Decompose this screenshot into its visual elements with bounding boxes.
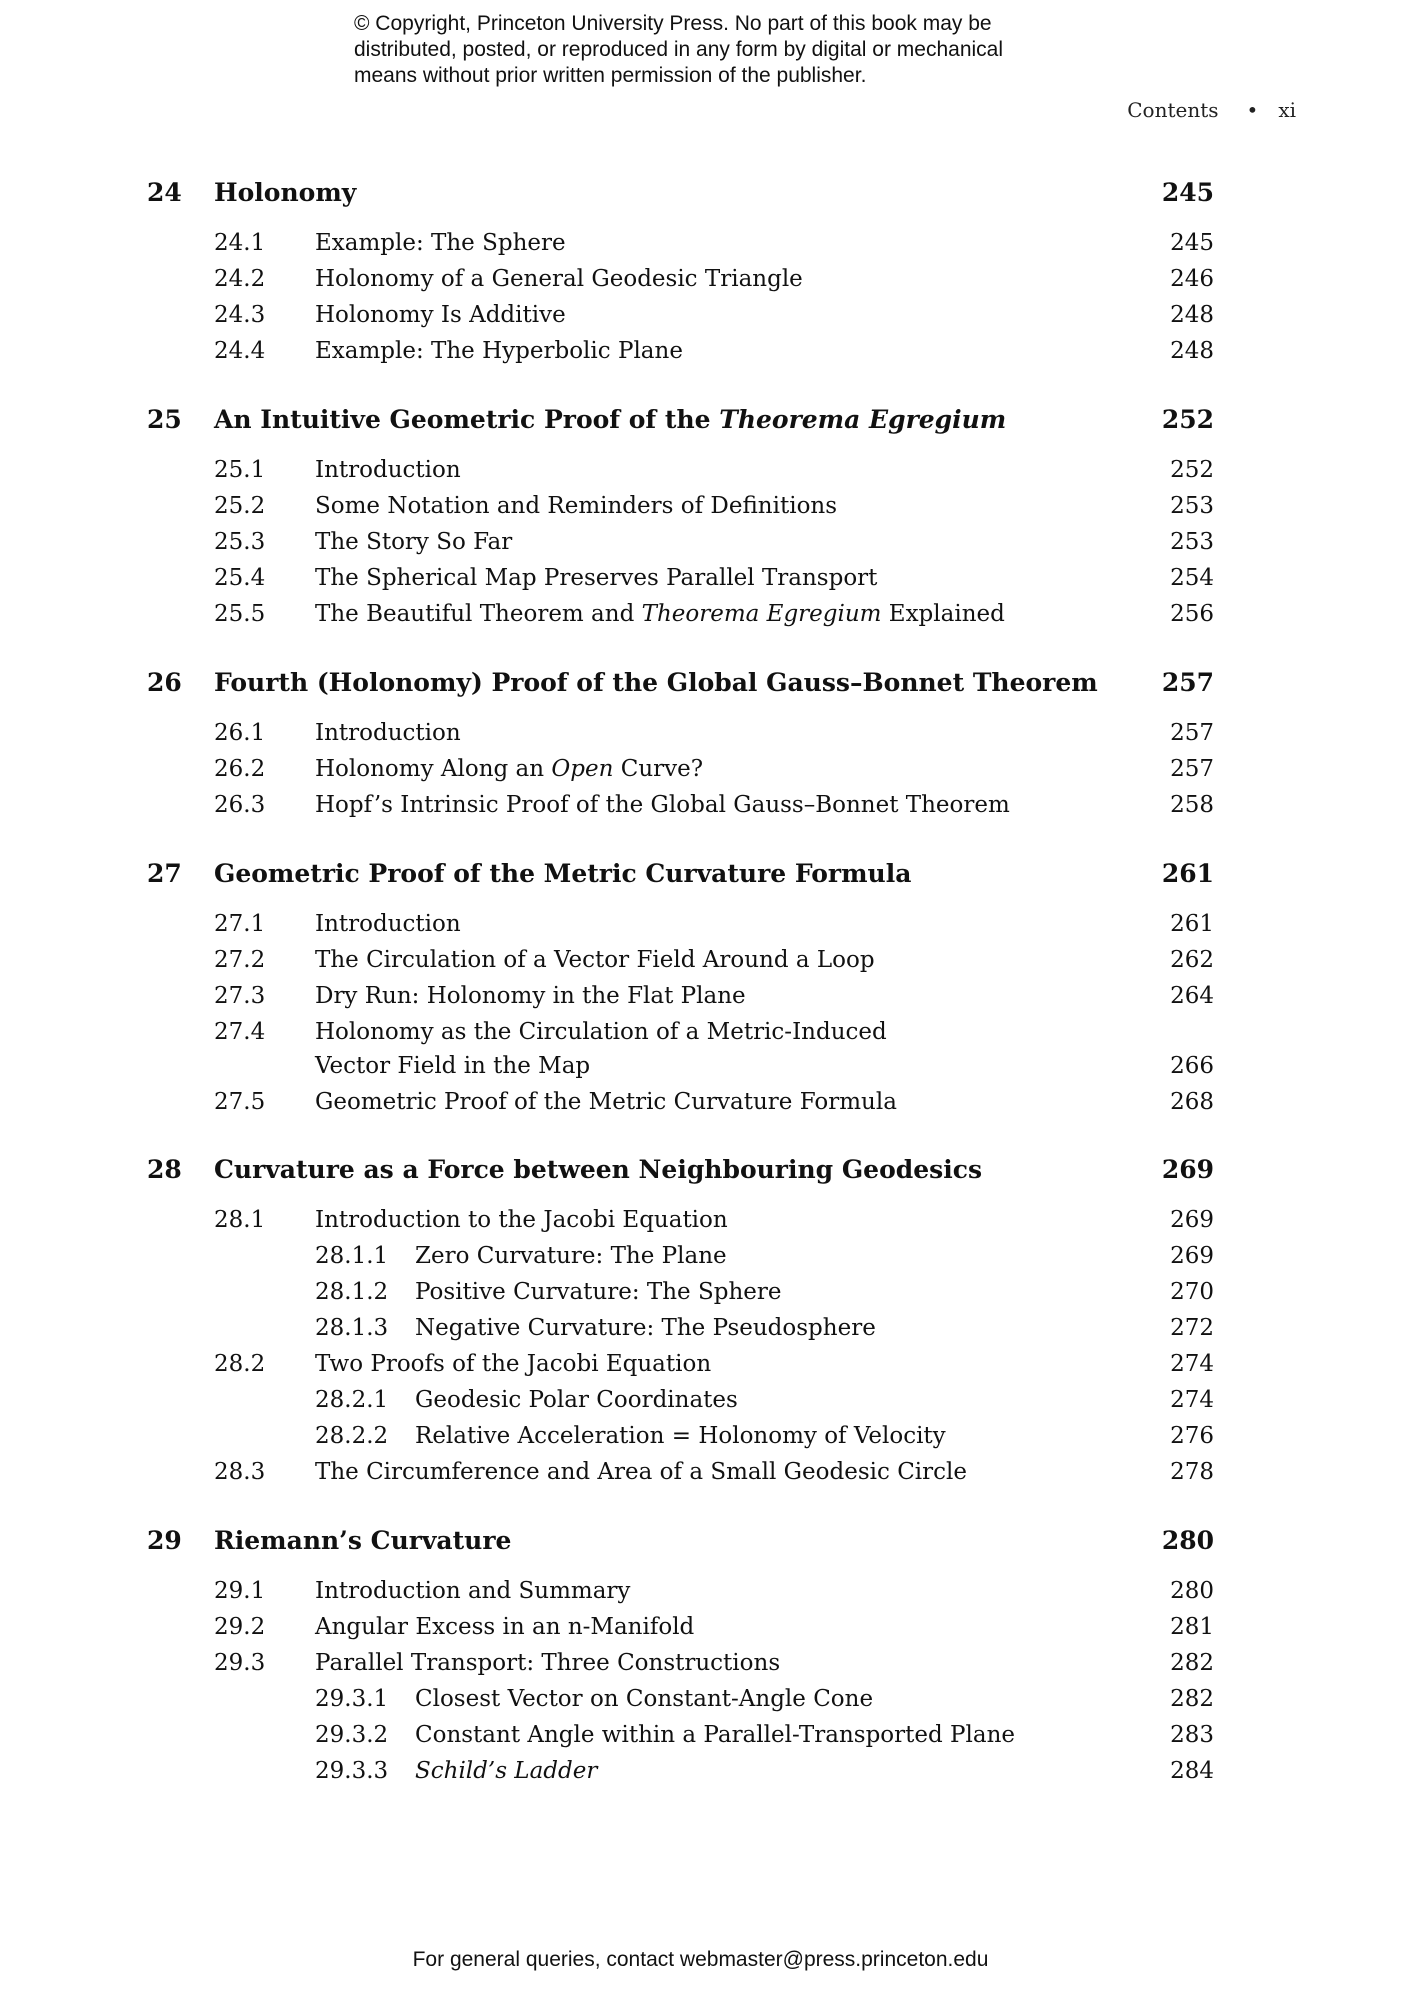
section-title: Parallel Transport: Three Constructions (315, 1650, 781, 1676)
page-ref: 253 (1170, 493, 1214, 519)
section-number: 29.1 (214, 1578, 266, 1604)
chapter-number: 28 (147, 1155, 182, 1184)
page-ref: 246 (1170, 266, 1214, 292)
subsection-number: 28.2.2 (315, 1423, 389, 1449)
subsection-entry-29-3-1[interactable] (0, 1686, 1401, 1722)
copyright-line: distributed, posted, or reproduced in any form by digital or mechanical (354, 38, 1004, 61)
chapter-number: 29 (147, 1526, 182, 1555)
section-number: 25.5 (214, 601, 266, 627)
section-entry-27-4[interactable] (0, 1019, 1401, 1055)
section-number: 24.3 (214, 302, 266, 328)
chapter-entry-26[interactable] (0, 668, 1401, 704)
section-number: 25.3 (214, 529, 266, 555)
subsection-number: 29.3.2 (315, 1722, 389, 1748)
subsection-entry-28-2-2[interactable] (0, 1423, 1401, 1459)
page-ref: 268 (1170, 1089, 1214, 1115)
section-entry-27-4-continued[interactable] (0, 1053, 1401, 1089)
section-number: 25.4 (214, 565, 266, 591)
section-number: 28.2 (214, 1351, 266, 1377)
page-ref: 253 (1170, 529, 1214, 555)
page-ref: 281 (1170, 1614, 1214, 1640)
section-number: 26.3 (214, 792, 266, 818)
chapter-number: 26 (147, 668, 182, 697)
section-title: Holonomy as the Circulation of a Metric-Induced (315, 1019, 887, 1045)
subsection-title: Geodesic Polar Coordinates (415, 1387, 738, 1413)
section-title-continued: Vector Field in the Map (315, 1053, 591, 1079)
chapter-entry-25[interactable] (0, 405, 1401, 441)
section-entry-24-3[interactable] (0, 302, 1401, 338)
section-title: The Story So Far (315, 529, 513, 555)
subsection-title: Zero Curvature: The Plane (415, 1243, 727, 1269)
section-title: The Circumference and Area of a Small Geodesic Circle (315, 1459, 967, 1485)
page-ref: 269 (1170, 1207, 1214, 1233)
subsection-entry-28-1-1[interactable] (0, 1243, 1401, 1279)
section-number: 24.2 (214, 266, 266, 292)
chapter-title: Geometric Proof of the Metric Curvature Formula (214, 859, 912, 888)
section-title: Holonomy Is Additive (315, 302, 566, 328)
section-title: Some Notation and Reminders of Definitions (315, 493, 838, 519)
copyright-notice (354, 11, 1074, 89)
subsection-number: 29.3.3 (315, 1758, 389, 1784)
section-title (315, 756, 703, 782)
section-title-italic: Open (551, 756, 614, 782)
section-title: Holonomy of a General Geodesic Triangle (315, 266, 803, 292)
section-entry-29-1[interactable] (0, 1578, 1401, 1614)
subsection-title: Closest Vector on Constant-Angle Cone (415, 1686, 874, 1712)
section-entry-24-1[interactable] (0, 230, 1401, 266)
page-ref: 274 (1170, 1387, 1214, 1413)
section-title-part: Holonomy Along an (315, 756, 552, 782)
page-ref: 256 (1170, 601, 1214, 627)
page-ref: 262 (1170, 947, 1214, 973)
section-entry-27-1[interactable] (0, 911, 1401, 947)
section-number: 28.1 (214, 1207, 266, 1233)
page-ref: 280 (1161, 1526, 1214, 1555)
section-entry-25-3[interactable] (0, 529, 1401, 565)
page-ref: 266 (1170, 1053, 1214, 1079)
section-number: 24.1 (214, 230, 266, 256)
page-ref: 272 (1170, 1315, 1214, 1341)
page-ref: 258 (1170, 792, 1214, 818)
section-entry-24-2[interactable] (0, 266, 1401, 302)
subsection-title: Schild’s Ladder (415, 1758, 598, 1784)
chapter-title-italic: Theorema Egregium (719, 405, 1007, 434)
section-number: 25.1 (214, 457, 266, 483)
subsection-number: 28.1.3 (315, 1315, 389, 1341)
chapter-entry-27[interactable] (0, 859, 1401, 895)
section-entry-25-5[interactable] (0, 601, 1401, 637)
section-entry-25-4[interactable] (0, 565, 1401, 601)
section-entry-27-2[interactable] (0, 947, 1401, 983)
section-entry-25-2[interactable] (0, 493, 1401, 529)
section-title: Introduction (315, 720, 461, 746)
page-ref: 270 (1170, 1279, 1214, 1305)
section-title: Introduction to the Jacobi Equation (315, 1207, 728, 1233)
page-ref: 245 (1170, 230, 1214, 256)
section-number: 28.3 (214, 1459, 266, 1485)
section-entry-26-3[interactable] (0, 792, 1401, 828)
section-entry-26-1[interactable] (0, 720, 1401, 756)
section-number: 26.1 (214, 720, 266, 746)
section-entry-29-2[interactable] (0, 1614, 1401, 1650)
page-ref: 282 (1170, 1650, 1214, 1676)
section-number: 27.2 (214, 947, 266, 973)
page-ref: 274 (1170, 1351, 1214, 1377)
section-title: Dry Run: Holonomy in the Flat Plane (315, 983, 746, 1009)
subsection-entry-29-3-2[interactable] (0, 1722, 1401, 1758)
page-ref: 257 (1170, 720, 1214, 746)
section-entry-29-3[interactable] (0, 1650, 1401, 1686)
chapter-entry-29[interactable] (0, 1526, 1401, 1562)
section-title: Geometric Proof of the Metric Curvature Formula (315, 1089, 897, 1115)
section-number: 24.4 (214, 338, 266, 364)
section-title: The Spherical Map Preserves Parallel Transport (315, 565, 878, 591)
chapter-number: 24 (147, 178, 182, 207)
section-entry-25-1[interactable] (0, 457, 1401, 493)
page-ref: 257 (1161, 668, 1214, 697)
chapter-title (214, 405, 1006, 434)
section-entry-28-1[interactable] (0, 1207, 1401, 1243)
page-number: xi (1278, 98, 1296, 122)
section-number: 27.5 (214, 1089, 266, 1115)
chapter-entry-28[interactable] (0, 1155, 1401, 1191)
section-title (315, 601, 1005, 627)
chapter-number: 27 (147, 859, 182, 888)
section-title-part: The Beautiful Theorem and (315, 601, 642, 627)
chapter-title-part: An Intuitive Geometric Proof of the (214, 405, 720, 434)
page-ref: 269 (1170, 1243, 1214, 1269)
subsection-number: 28.1.2 (315, 1279, 389, 1305)
page-ref: 248 (1170, 338, 1214, 364)
page-ref: 276 (1170, 1423, 1214, 1449)
subsection-entry-28-2-1[interactable] (0, 1387, 1401, 1423)
section-number: 29.3 (214, 1650, 266, 1676)
chapter-title: Fourth (Holonomy) Proof of the Global Gauss–Bonnet Theorem (214, 668, 1098, 697)
page-ref: 254 (1170, 565, 1214, 591)
section-entry-26-2[interactable] (0, 756, 1401, 792)
section-number: 25.2 (214, 493, 266, 519)
page-ref: 269 (1161, 1155, 1214, 1184)
page-ref: 245 (1161, 178, 1214, 207)
page-ref: 252 (1161, 405, 1214, 434)
subsection-entry-29-3-3[interactable] (0, 1758, 1401, 1794)
chapter-title: Riemann’s Curvature (214, 1526, 512, 1555)
page-ref: 248 (1170, 302, 1214, 328)
page-ref: 278 (1170, 1459, 1214, 1485)
section-entry-27-3[interactable] (0, 983, 1401, 1019)
section-number: 26.2 (214, 756, 266, 782)
section-number: 27.3 (214, 983, 266, 1009)
page-ref: 261 (1161, 859, 1214, 888)
section-title: Introduction (315, 457, 461, 483)
chapter-title: Holonomy (214, 178, 357, 207)
page-ref: 261 (1170, 911, 1214, 937)
page-ref: 264 (1170, 983, 1214, 1009)
section-title-italic: Theorema Egregium (641, 601, 882, 627)
page-ref: 252 (1170, 457, 1214, 483)
subsection-number: 28.1.1 (315, 1243, 389, 1269)
subsection-number: 29.3.1 (315, 1686, 389, 1712)
section-entry-28-2[interactable] (0, 1351, 1401, 1387)
section-number: 27.1 (214, 911, 266, 937)
subsection-entry-28-1-2[interactable] (0, 1279, 1401, 1315)
section-title-part: Curve? (613, 756, 704, 782)
subsection-title: Constant Angle within a Parallel-Transported Plane (415, 1722, 1015, 1748)
chapter-title: Curvature as a Force between Neighbouring Geodesics (214, 1155, 983, 1184)
page-ref: 284 (1170, 1758, 1214, 1784)
copyright-line: means without prior written permission of the publisher. (354, 64, 867, 87)
page-ref: 280 (1170, 1578, 1214, 1604)
running-title: Contents (1127, 98, 1219, 122)
section-title: Example: The Sphere (315, 230, 566, 256)
running-head (1000, 98, 1296, 122)
section-number: 27.4 (214, 1019, 266, 1045)
section-title-part: Explained (881, 601, 1005, 627)
page-ref: 283 (1170, 1722, 1214, 1748)
section-title: The Circulation of a Vector Field Around a Loop (315, 947, 875, 973)
section-number: 29.2 (214, 1614, 266, 1640)
bullet-separator: • (1246, 98, 1259, 122)
section-title: Hopf’s Intrinsic Proof of the Global Gauss–Bonnet Theorem (315, 792, 1010, 818)
subsection-entry-28-1-3[interactable] (0, 1315, 1401, 1351)
subsection-title: Relative Acceleration = Holonomy of Velocity (415, 1423, 946, 1449)
section-title: Two Proofs of the Jacobi Equation (315, 1351, 712, 1377)
subsection-number: 28.2.1 (315, 1387, 389, 1413)
section-entry-28-3[interactable] (0, 1459, 1401, 1495)
subsection-title: Negative Curvature: The Pseudosphere (415, 1315, 876, 1341)
chapter-entry-24[interactable] (0, 178, 1401, 214)
chapter-number: 25 (147, 405, 182, 434)
section-entry-27-5[interactable] (0, 1089, 1401, 1125)
section-title: Introduction and Summary (315, 1578, 631, 1604)
copyright-line: © Copyright, Princeton University Press. No part of this book may be (354, 12, 992, 35)
page-ref: 282 (1170, 1686, 1214, 1712)
section-entry-24-4[interactable] (0, 338, 1401, 374)
section-title: Introduction (315, 911, 461, 937)
page-ref: 257 (1170, 756, 1214, 782)
section-title: Example: The Hyperbolic Plane (315, 338, 683, 364)
footer-contact: For general queries, contact webmaster@press.princeton.edu (412, 1948, 989, 1971)
subsection-title: Positive Curvature: The Sphere (415, 1279, 782, 1305)
section-title: Angular Excess in an n-Manifold (315, 1614, 695, 1640)
